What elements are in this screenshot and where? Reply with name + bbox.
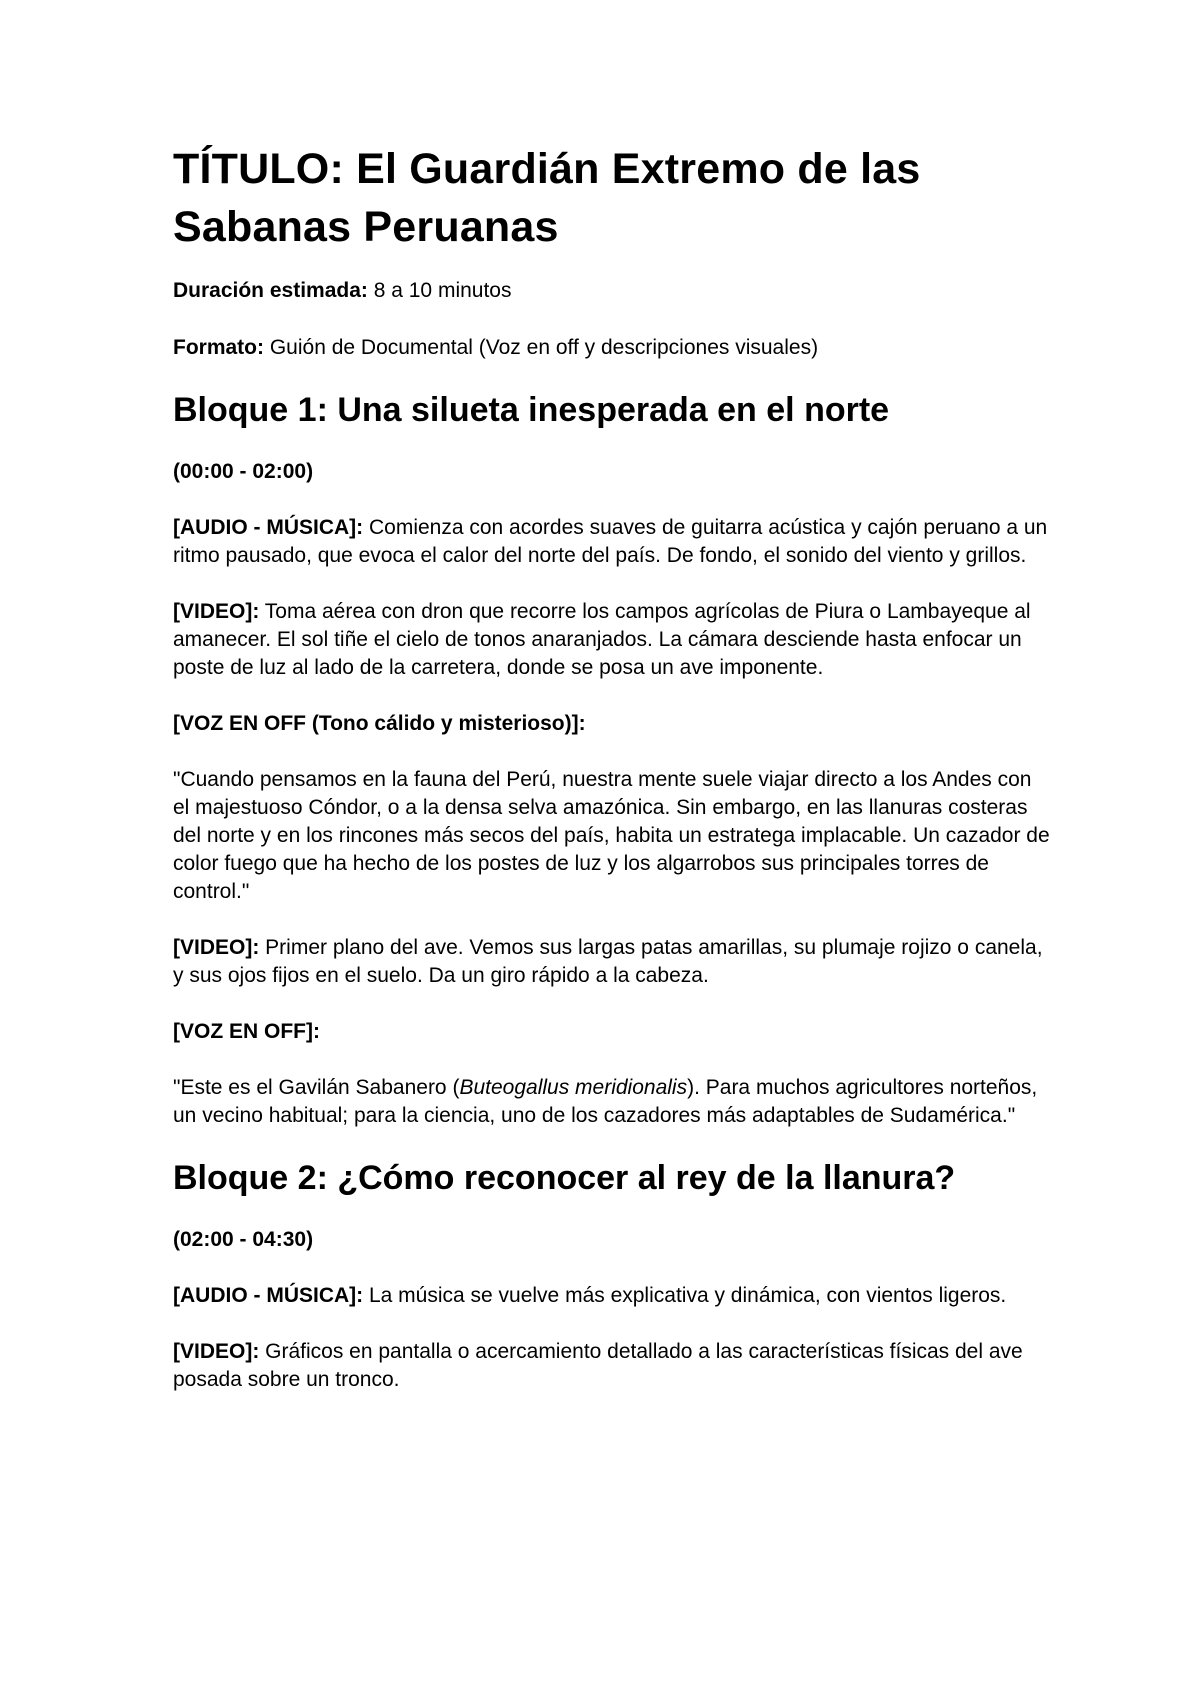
- block2-audio-text: La música se vuelve más explicativa y dinámica, con vientos ligeros.: [363, 1284, 1007, 1307]
- block1-video2-text: Primer plano del ave. Vemos sus largas patas amarillas, su plumaje rojizo o canela, y sus ojos fijos en el suelo. Da un giro rápido a la cabeza.: [173, 936, 1043, 987]
- duration-label: Duración estimada:: [173, 279, 368, 302]
- duration-line: [173, 276, 1053, 305]
- document-title: TÍTULO: El Guardián Extremo de las Sabanas Peruanas: [173, 145, 921, 251]
- block1-video2-paragraph: [173, 934, 1053, 990]
- block2-video-paragraph: [173, 1338, 1053, 1394]
- block2-timecode: (02:00 - 04:30): [173, 1228, 314, 1251]
- block1-audio-label: [AUDIO - MÚSICA]:: [173, 516, 364, 539]
- format-line: [173, 333, 1053, 362]
- block1-heading: Bloque 1: Una silueta inesperada en el norte: [173, 391, 890, 429]
- species-scientific-name: Buteogallus meridionalis: [459, 1076, 688, 1099]
- block2-audio-paragraph: [173, 1282, 1053, 1310]
- block2-video-label: [VIDEO]:: [173, 1340, 260, 1363]
- block2-heading: Bloque 2: ¿Cómo reconocer al rey de la llanura?: [173, 1159, 956, 1197]
- block2-video-text: Gráficos en pantalla o acercamiento detallado a las características físicas del ave posada sobre un tronco.: [173, 1340, 1023, 1391]
- block1-vo2-label: [VOZ EN OFF]:: [173, 1020, 320, 1043]
- block1-vo2-text-after: ). Para muchos agricultores norteños, un vecino habitual; para la ciencia, uno de los cazadores más adaptables de Sudamérica.": [173, 1076, 1038, 1127]
- block1-video1-label: [VIDEO]:: [173, 600, 260, 623]
- block1-audio-text: Comienza con acordes suaves de guitarra acústica y cajón peruano a un ritmo pausado, que evoca el calor del norte del país. De fondo, el sonido del viento y grillos.: [173, 516, 1048, 567]
- block1-vo1-text: "Cuando pensamos en la fauna del Perú, nuestra mente suele viajar directo a los Andes con el majestuoso Cóndor, o a la densa selva amazónica. Sin embargo, en las llanuras costeras del norte y en los rincones más secos del país, habita un estratega implacable. Un cazador de color fuego que ha hecho de los postes de luz y los algarrobos sus principales torres de control.": [173, 768, 1050, 903]
- block2-audio-label: [AUDIO - MÚSICA]:: [173, 1284, 364, 1307]
- format-value: Guión de Documental (Voz en off y descripciones visuales): [264, 336, 819, 359]
- block1-video1-paragraph: [173, 598, 1053, 682]
- block1-audio-paragraph: [173, 514, 1053, 570]
- block1-video2-label: [VIDEO]:: [173, 936, 260, 959]
- document-page: [173, 140, 1053, 1422]
- block1-video1-text: Toma aérea con dron que recorre los campos agrícolas de Piura o Lambayeque al amanecer. El sol tiñe el cielo de tonos anaranjados. La cámara desciende hasta enfocar un poste de luz al lado de la carretera, donde se posa un ave imponente.: [173, 600, 1031, 679]
- block1-vo2-text-before: "Este es el Gavilán Sabanero (: [173, 1076, 460, 1099]
- format-label: Formato:: [173, 336, 264, 359]
- block1-vo1-label: [VOZ EN OFF (Tono cálido y misterioso)]:: [173, 712, 586, 735]
- block1-vo2-paragraph: [173, 1074, 1053, 1130]
- block1-timecode: (00:00 - 02:00): [173, 460, 314, 483]
- duration-value: 8 a 10 minutos: [367, 279, 512, 302]
